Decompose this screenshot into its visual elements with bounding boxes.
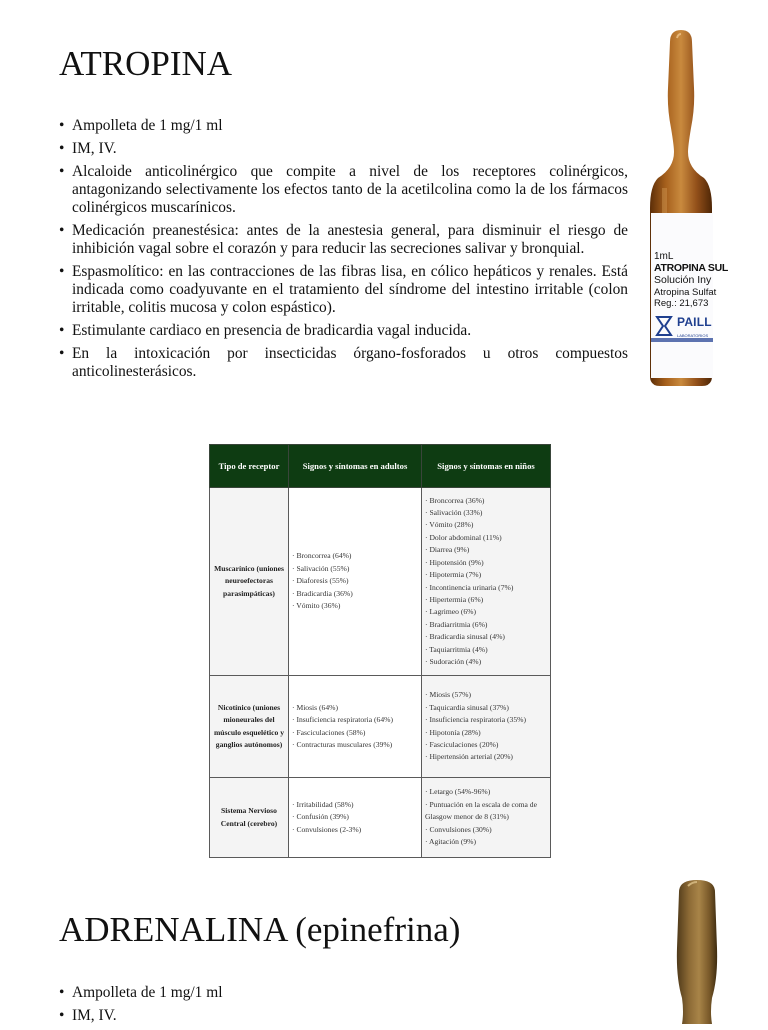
bullet-item: • IM, IV. — [59, 1007, 628, 1025]
ninos-cell — [422, 676, 551, 778]
symptom-item: · Convulsiones (2-3%) — [292, 824, 418, 836]
symptom-item: · Taquiarritmia (4%) — [425, 644, 547, 656]
adultos-cell — [289, 778, 422, 858]
label-drug-name: ATROPINA SUL — [654, 262, 728, 274]
table-row — [210, 488, 551, 676]
symptom-item: · Letargo (54%-96%) — [425, 786, 547, 798]
receptor-cell: Muscarínico (uniones neuroefectoras parasimpáticas) — [210, 488, 289, 676]
atropina-ampoule-image — [648, 28, 728, 388]
adrenalina-ampoule-image — [666, 878, 728, 1024]
bullet-item: • Espasmolítico: en las contracciones de las fibras lisa, en cólico hepáticos y renales. Está indicada como coadyuvante en el tratamiento del síndrome del intestino irritable (colon irritable, colitis mucosa y colon espástico). — [59, 263, 628, 317]
bullet-item: • Estimulante cardiaco en presencia de bradicardia vagal inducida. — [59, 322, 628, 340]
symptom-item: · Fasciculaciones (58%) — [292, 727, 418, 739]
symptom-item: · Hipotonía (28%) — [425, 727, 547, 739]
symptom-item: · Insuficiencia respiratoria (35%) — [425, 714, 547, 726]
symptom-item: · Vómito (36%) — [292, 600, 418, 612]
symptom-list — [425, 786, 547, 848]
symptom-item: · Fasciculaciones (20%) — [425, 739, 547, 751]
symptom-item: · Broncorrea (36%) — [425, 495, 547, 507]
bullet-item: • Ampolleta de 1 mg/1 ml — [59, 117, 628, 135]
bullet-item: • En la intoxicación por insecticidas órgano-fosforados u otros compuestos anticolinesterásicos. — [59, 345, 628, 381]
label-composition: Atropina Sulfat — [654, 287, 717, 298]
ninos-cell — [422, 778, 551, 858]
label-stripe — [651, 338, 713, 342]
symptom-item: · Puntuación en la escala de coma de Glasgow menor de 8 (31%) — [425, 799, 547, 824]
symptom-item: · Salivación (55%) — [292, 563, 418, 575]
symptom-item: · Bradicardia sinusal (4%) — [425, 631, 547, 643]
adultos-cell — [289, 676, 422, 778]
label-form: Solución Iny — [654, 274, 712, 286]
symptom-item: · Incontinencia urinaria (7%) — [425, 582, 547, 594]
symptom-item: · Dolor abdominal (11%) — [425, 532, 547, 544]
symptom-item: · Broncorrea (64%) — [292, 550, 418, 562]
ninos-cell — [422, 488, 551, 676]
table-row — [210, 778, 551, 858]
section-title-adrenalina: ADRENALINA (epinefrina) — [59, 910, 461, 949]
symptoms-table — [209, 444, 551, 858]
symptom-item: · Diaforesis (55%) — [292, 575, 418, 587]
bullet-item: • Alcaloide anticolinérgico que compite a nivel de los receptores colinérgicos, antagonizando selectivamente los efectos tanto de la acetilcolina como la de los fármacos colinérgicos muscarínicos. — [59, 163, 628, 217]
symptom-item: · Hipertensión arterial (20%) — [425, 751, 547, 763]
bullet-item: • Medicación preanestésica: antes de la anestesia general, para disminuir el riesgo de inhibición vagal sobre el corazón y para reducir las secreciones salivar y bronquial. — [59, 222, 628, 258]
adrenalina-bullet-list — [59, 984, 628, 1030]
symptom-item: · Confusión (39%) — [292, 811, 418, 823]
label-registry: Reg.: 21,673 — [654, 298, 709, 309]
symptom-list — [292, 702, 418, 752]
symptom-item: · Hipotermia (7%) — [425, 569, 547, 581]
symptom-item: · Bradiarritmia (6%) — [425, 619, 547, 631]
symptom-item: · Taquicardia sinusal (37%) — [425, 702, 547, 714]
label-brand: PAILL — [677, 315, 712, 329]
table-row — [210, 676, 551, 778]
bullet-item: • IM, IV. — [59, 140, 628, 158]
ampoule-label — [651, 213, 728, 378]
receptor-cell: Nicotínico (uniones mioneurales del músculo esquelético y ganglios autónomos) — [210, 676, 289, 778]
hourglass-logo-icon — [655, 315, 673, 337]
header-ninos: Signos y síntomas en niños — [422, 445, 551, 488]
header-receptor: Tipo de receptor — [210, 445, 289, 488]
symptom-list — [425, 495, 547, 669]
symptom-list — [292, 550, 418, 612]
label-lab: LABORATORIOS — [677, 333, 709, 338]
ampoule-glass-shape — [666, 878, 728, 1024]
symptom-item: · Miosis (64%) — [292, 702, 418, 714]
header-adultos: Signos y síntomas en adultos — [289, 445, 422, 488]
symptom-item: · Agitación (9%) — [425, 836, 547, 848]
section-title-atropina: ATROPINA — [59, 44, 233, 83]
symptom-list — [425, 689, 547, 763]
symptom-item: · Hipotensión (9%) — [425, 557, 547, 569]
symptom-item: · Insuficiencia respiratoria (64%) — [292, 714, 418, 726]
symptom-item: · Hipertermia (6%) — [425, 594, 547, 606]
symptom-item: · Convulsiones (30%) — [425, 824, 547, 836]
symptom-item: · Irritabilidad (58%) — [292, 799, 418, 811]
symptom-item: · Miosis (57%) — [425, 689, 547, 701]
symptom-item: · Salivación (33%) — [425, 507, 547, 519]
label-volume: 1mL — [654, 251, 674, 262]
adultos-cell — [289, 488, 422, 676]
symptom-item: · Contracturas musculares (39%) — [292, 739, 418, 751]
bullet-item: • Ampolleta de 1 mg/1 ml — [59, 984, 628, 1002]
table-header-row — [210, 445, 551, 488]
atropina-bullet-list — [59, 117, 628, 386]
symptom-item: · Bradicardia (36%) — [292, 588, 418, 600]
receptor-cell: Sistema Nervioso Central (cerebro) — [210, 778, 289, 858]
symptom-item: · Sudoración (4%) — [425, 656, 547, 668]
symptom-item: · Lagrimeo (6%) — [425, 606, 547, 618]
symptom-list — [292, 799, 418, 836]
symptom-item: · Diarrea (9%) — [425, 544, 547, 556]
symptom-item: · Vómito (28%) — [425, 519, 547, 531]
